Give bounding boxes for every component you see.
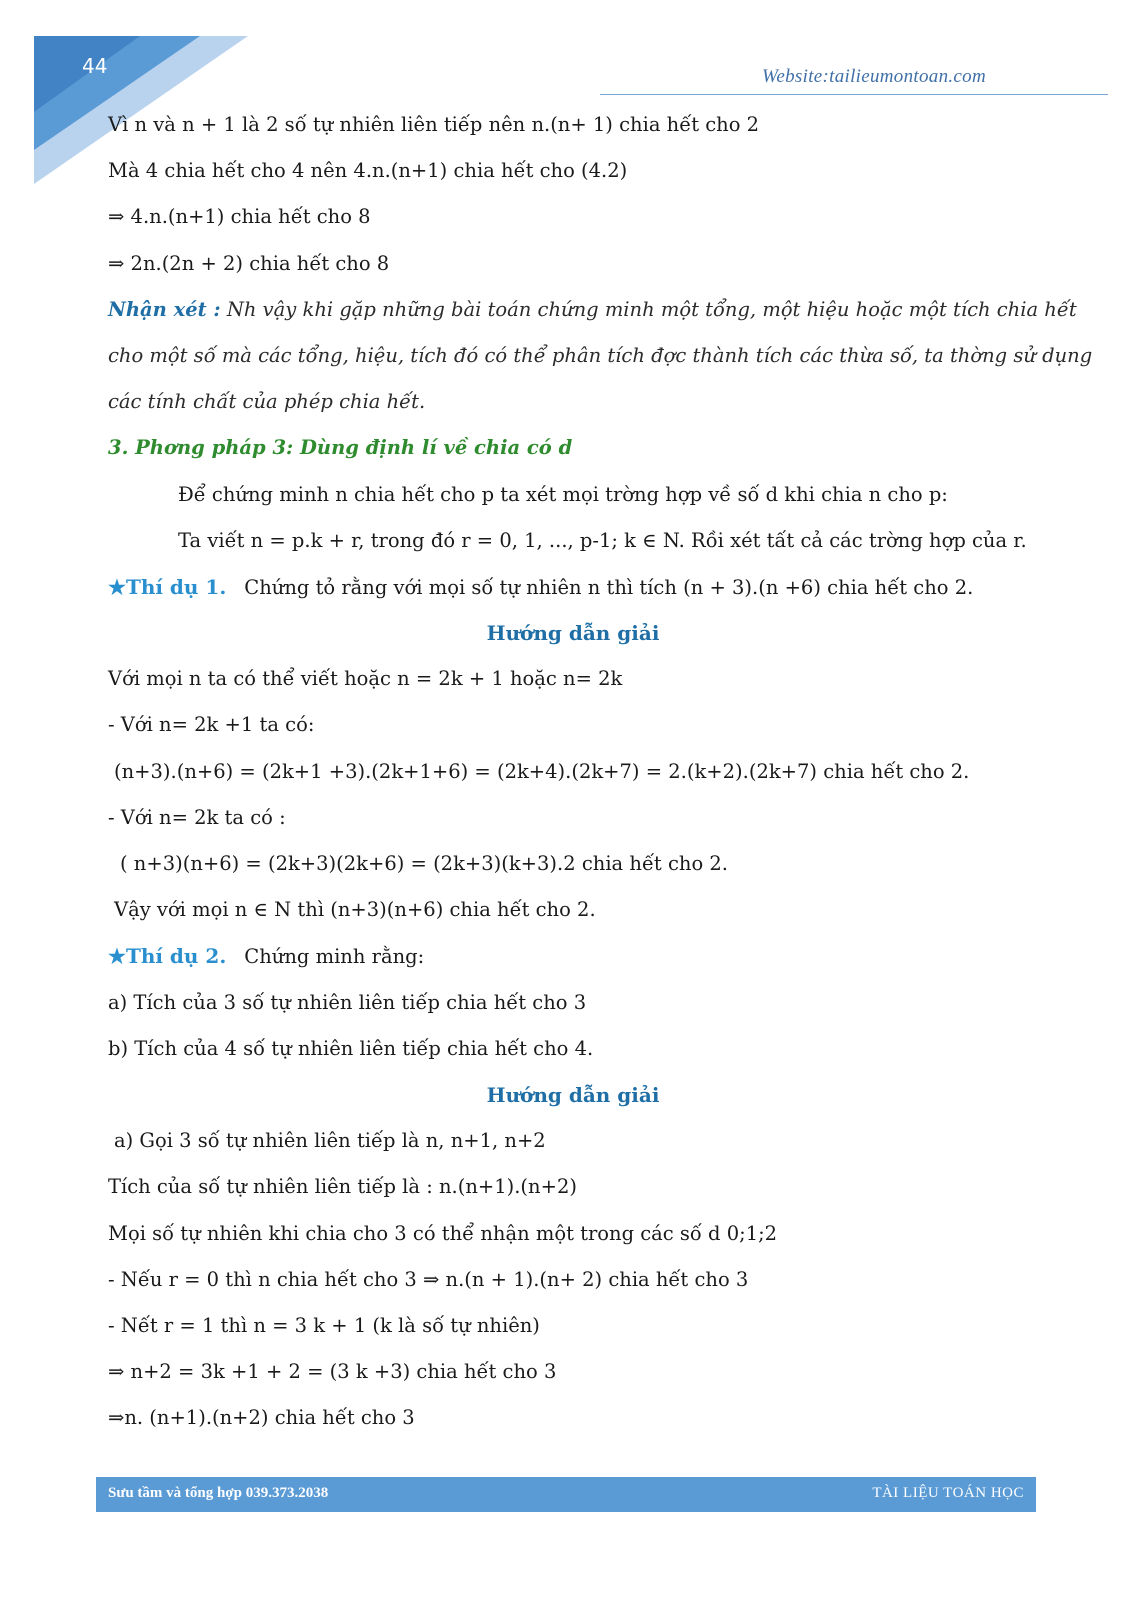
text-line: a) Gọi 3 số tự nhiên liên tiếp là n, n+1, n+2 <box>114 1129 546 1153</box>
page-content <box>108 102 1093 1441</box>
list-item: a) Tích của 3 số tự nhiên liên tiếp chia hết cho 3 <box>108 990 587 1014</box>
star-icon: ★ <box>108 574 126 599</box>
text-line: ⇒n. (n+1).(n+2) chia hết cho 3 <box>108 1406 415 1430</box>
text-line: Với mọi n ta có thể viết hoặc n = 2k + 1 hoặc n= 2k <box>108 667 623 691</box>
text-line: ( n+3)(n+6) = (2k+3)(2k+6) = (2k+3)(k+3).2 chia hết cho 2. <box>120 852 728 875</box>
remark-paragraph <box>108 287 1077 333</box>
text-line: Vì n và n + 1 là 2 số tự nhiên liên tiếp nên n.(n+ 1) chia hết cho 2 <box>108 113 760 136</box>
header-rule <box>600 94 1108 95</box>
example-1 <box>108 564 1038 610</box>
remark-text: các tính chất của phép chia hết. <box>108 390 426 414</box>
example-label: ★Thí dụ 1. <box>108 574 227 599</box>
remark-label: Nhận xét : <box>108 297 221 321</box>
example-label: ★Thí dụ 2. <box>108 944 227 969</box>
text-line: Vậy với mọi n ∈ N thì (n+3)(n+6) chia hết cho 2. <box>114 898 596 922</box>
example-text: Chứng minh rằng: <box>244 945 425 969</box>
remark-text: Nh vậy khi gặp những bài toán chứng minh một tổng, một hiệu hoặc một tích chia hết <box>220 297 1077 321</box>
footer-credit: Sưu tầm và tổng hợp 039.373.2038 <box>108 1485 329 1501</box>
text-line: (n+3).(n+6) = (2k+1 +3).(2k+1+6) = (2k+4).(2k+7) = 2.(k+2).(2k+7) chia hết cho 2. <box>114 759 970 783</box>
star-icon: ★ <box>108 944 126 969</box>
text-line: Tích của số tự nhiên liên tiếp là : n.(n+1).(n+2) <box>108 1175 577 1199</box>
remark-text: cho một số mà các tổng, hiệu, tích đó có thể phân tích đợc thành tích các thừa số, ta thờng sử dụng <box>108 343 1093 367</box>
text-line: - Với n= 2k +1 ta có: <box>108 713 315 737</box>
page-number: 44 <box>82 54 108 78</box>
footer-brand: TÀI LIỆU TOÁN HỌC <box>872 1485 1024 1501</box>
guide-heading: Hướng dẫn giải <box>486 1082 660 1107</box>
list-item: b) Tích của 4 số tự nhiên liên tiếp chia hết cho 4. <box>108 1036 594 1060</box>
example-text: Chứng tỏ rằng với mọi số tự nhiên n thì tích (n + 3).(n +6) chia hết cho 2. <box>244 575 974 599</box>
text-line: - Nết r = 1 thì n = 3 k + 1 (k là số tự nhiên) <box>108 1313 540 1337</box>
guide-heading: Hướng dẫn giải <box>486 621 660 646</box>
text-line: ⇒ n+2 = 3k +1 + 2 = (3 k +3) chia hết cho 3 <box>108 1360 557 1384</box>
text-line: Mọi số tự nhiên khi chia cho 3 có thể nhận một trong các số d 0;1;2 <box>108 1221 778 1245</box>
text-line: Mà 4 chia hết cho 4 nên 4.n.(n+1) chia hết cho (4.2) <box>108 159 628 183</box>
example-2 <box>108 933 1038 979</box>
text-line: Ta viết n = p.k + r, trong đó r = 0, 1, ..., p-1; k ∈ N. Rồi xét tất cả các trờng hợp của r. <box>178 528 1027 552</box>
text-line: ⇒ 2n.(2n + 2) chia hết cho 8 <box>108 251 390 275</box>
text-line: - Với n= 2k ta có : <box>108 805 286 829</box>
text-line: - Nếu r = 0 thì n chia hết cho 3 ⇒ n.(n + 1).(n+ 2) chia hết cho 3 <box>108 1267 749 1291</box>
section-title: 3. Phơng pháp 3: Dùng định lí về chia có d <box>108 436 573 460</box>
website-label: Website:tailieumontoan.com <box>762 66 986 87</box>
footer-bar <box>96 1477 1036 1512</box>
text-line: ⇒ 4.n.(n+1) chia hết cho 8 <box>108 205 371 229</box>
text-line: Để chứng minh n chia hết cho p ta xét mọi trờng hợp về số d khi chia n cho p: <box>178 482 948 506</box>
